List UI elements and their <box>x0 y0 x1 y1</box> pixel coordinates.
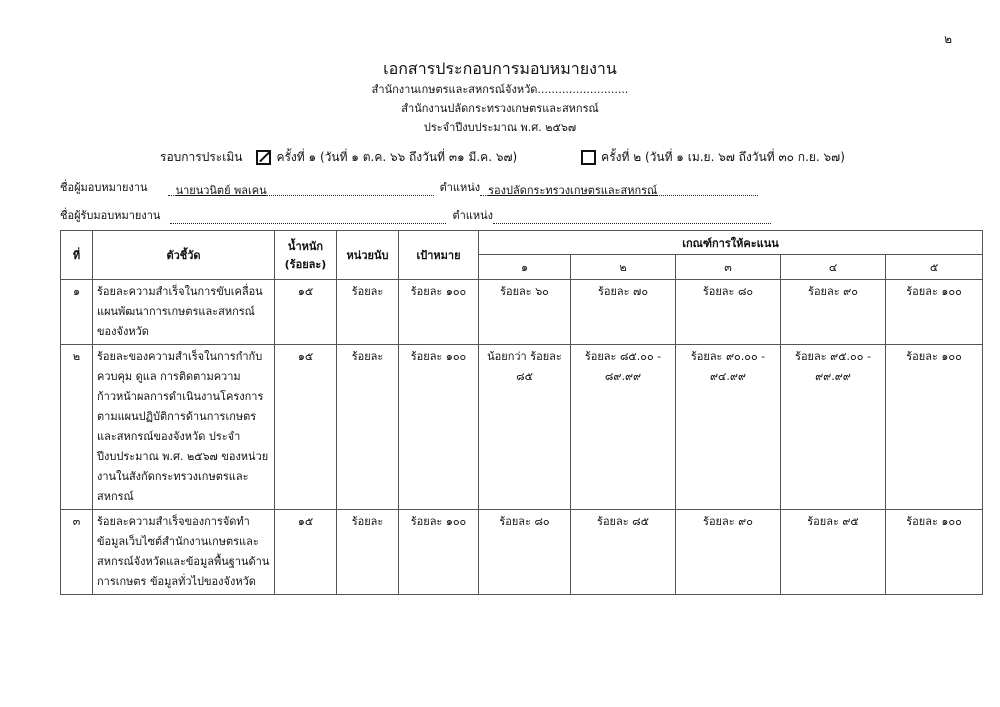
header-level-4: ๔ <box>781 255 886 280</box>
row-unit: ร้อยละ <box>337 280 399 345</box>
assignee-position-label: ตำแหน่ง <box>452 209 494 222</box>
row-unit: ร้อยละ <box>337 345 399 510</box>
row-level-3: ร้อยละ ๘๐ <box>676 280 781 345</box>
row-level-2: ร้อยละ ๘๕ <box>571 510 676 595</box>
table-row <box>61 510 983 595</box>
row-level-2: ร้อยละ ๗๐ <box>571 280 676 345</box>
row-indicator: ร้อยละของความสำเร็จในการกำกับ ควบคุม ดูแล การติดตามความก้าวหน้าผลการดำเนินงานโครงการตามแผนปฏิบัติการด้านการเกษตรและสหกรณ์ของจังหวัด ประจำปีงบประมาณ พ.ศ. ๒๕๖๗ ของหน่วยงานในสังกัดกระทรวงเกษตรและสหกรณ์ <box>93 345 275 510</box>
round2-checkbox[interactable] <box>581 150 596 165</box>
row-target: ร้อยละ ๑๐๐ <box>399 345 479 510</box>
round1-checkbox[interactable] <box>256 150 271 165</box>
assigner-label: ชื่อผู้มอบหมายงาน <box>60 181 148 194</box>
office-line: สำนักงานเกษตรและสหกรณ์จังหวัด.......................... <box>371 83 629 96</box>
assigner-position-label: ตำแหน่ง <box>439 181 481 194</box>
assignee-label: ชื่อผู้รับมอบหมายงาน <box>60 209 161 222</box>
header-indicator: ตัวชี้วัด <box>93 231 275 280</box>
header-criteria: เกณฑ์การให้คะแนน <box>479 231 983 255</box>
row-level-1: ร้อยละ ๘๐ <box>479 510 571 595</box>
assignee-name-field[interactable] <box>170 209 446 224</box>
row-level-4: ร้อยละ ๙๐ <box>781 280 886 345</box>
row-level-1: ร้อยละ ๖๐ <box>479 280 571 345</box>
assignee-line <box>60 206 771 224</box>
row-level-1: น้อยกว่า ร้อยละ ๘๕ <box>479 345 571 510</box>
row-no: ๒ <box>61 345 93 510</box>
row-level-3: ร้อยละ ๙๐.๐๐ - ๙๔.๙๙ <box>676 345 781 510</box>
fiscal-year-line: ประจำปีงบประมาณ พ.ศ. ๒๕๖๗ <box>423 121 577 134</box>
assigner-position-field[interactable]: รองปลัดกระทรวงเกษตรและสหกรณ์ <box>480 181 758 196</box>
row-level-3: ร้อยละ ๙๐ <box>676 510 781 595</box>
round2-text: ครั้งที่ ๒ (วันที่ ๑ เม.ย. ๖๗ ถึงวันที่ ๓๐ ก.ย. ๖๗) <box>601 150 845 164</box>
row-level-4: ร้อยละ ๙๕ <box>781 510 886 595</box>
assignee-position-field[interactable] <box>493 209 771 224</box>
row-weight: ๑๕ <box>275 280 337 345</box>
row-level-5: ร้อยละ ๑๐๐ <box>886 280 983 345</box>
ministry-line: สำนักงานปลัดกระทรวงเกษตรและสหกรณ์ <box>401 102 599 115</box>
header-target: เป้าหมาย <box>399 231 479 280</box>
table-row <box>61 280 983 345</box>
assigner-name-field[interactable]: นายนวนิตย์ พลเคน <box>168 181 434 196</box>
table-row <box>61 345 983 510</box>
document-title: เอกสารประกอบการมอบหมายงาน <box>383 59 617 78</box>
row-indicator: ร้อยละความสำเร็จในการขับเคลื่อนแผนพัฒนาการเกษตรและสหกรณ์ของจังหวัด <box>93 280 275 345</box>
kpi-table <box>60 230 983 595</box>
row-weight: ๑๕ <box>275 345 337 510</box>
assessment-round-label: รอบการประเมิน <box>160 150 243 164</box>
round1-text: ครั้งที่ ๑ (วันที่ ๑ ต.ค. ๖๖ ถึงวันที่ ๓๑ มี.ค. ๖๗) <box>276 150 518 164</box>
header-level-5: ๕ <box>886 255 983 280</box>
row-unit: ร้อยละ <box>337 510 399 595</box>
row-target: ร้อยละ ๑๐๐ <box>399 510 479 595</box>
document-header <box>0 58 1000 137</box>
header-level-1: ๑ <box>479 255 571 280</box>
row-weight: ๑๕ <box>275 510 337 595</box>
header-weight: น้ำหนัก (ร้อยละ) <box>275 231 337 280</box>
header-level-2: ๒ <box>571 255 676 280</box>
row-target: ร้อยละ ๑๐๐ <box>399 280 479 345</box>
row-no: ๓ <box>61 510 93 595</box>
row-level-4: ร้อยละ ๙๕.๐๐ - ๙๙.๙๙ <box>781 345 886 510</box>
header-unit: หน่วยนับ <box>337 231 399 280</box>
row-level-5: ร้อยละ ๑๐๐ <box>886 345 983 510</box>
row-indicator: ร้อยละความสำเร็จของการจัดทำข้อมูลเว็บไซต์สำนักงานเกษตรและสหกรณ์จังหวัดและข้อมูลพื้นฐานด้านการเกษตร ข้อมูลทั่วไปของจังหวัด <box>93 510 275 595</box>
page-number: ๒ <box>944 32 952 46</box>
row-no: ๑ <box>61 280 93 345</box>
assigner-line <box>60 178 758 196</box>
header-no: ที่ <box>61 231 93 280</box>
assessment-round <box>160 148 845 167</box>
row-level-2: ร้อยละ ๘๕.๐๐ - ๘๙.๙๙ <box>571 345 676 510</box>
row-level-5: ร้อยละ ๑๐๐ <box>886 510 983 595</box>
header-level-3: ๓ <box>676 255 781 280</box>
